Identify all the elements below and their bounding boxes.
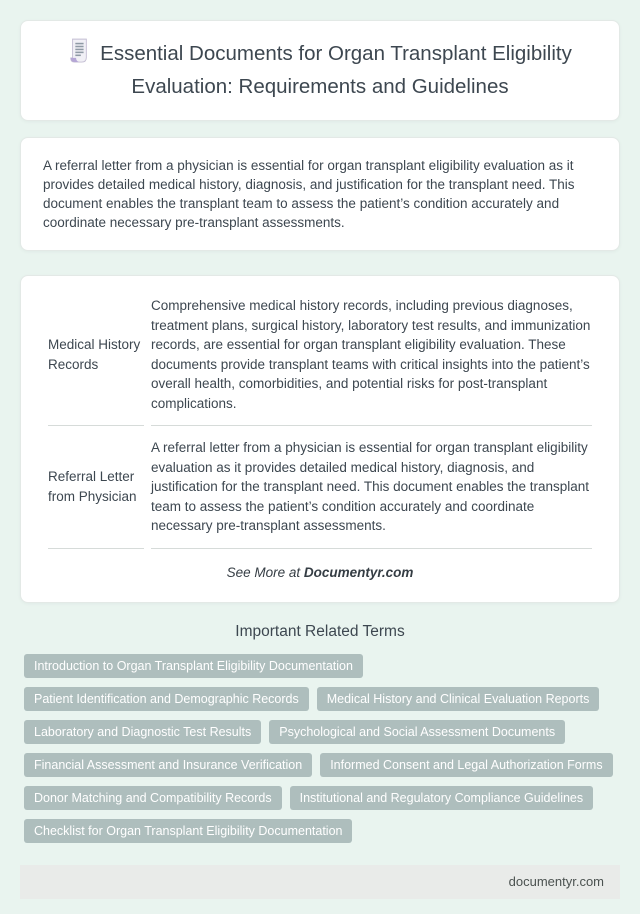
- see-more-note: [41, 565, 599, 580]
- intro-card: [20, 137, 620, 251]
- footer-site-text: documentyr.com: [508, 874, 604, 889]
- see-more-text: See More at: [226, 564, 304, 580]
- related-term-tag[interactable]: Psychological and Social Assessment Documents: [269, 720, 565, 744]
- related-term-tag[interactable]: Donor Matching and Compatibility Records: [24, 786, 282, 810]
- related-term-tag[interactable]: Financial Assessment and Insurance Verification: [24, 753, 312, 777]
- intro-text: A referral letter from a physician is essential for organ transplant eligibility evaluation as it provides detailed medical history, diagnosis, and justification for the transplant need. This document enables the transplant team to assess the patient’s condition accurately and coordinate necessary pre-transplant assessments.: [43, 158, 575, 230]
- document-term: Medical History Records: [48, 284, 144, 426]
- table-row: [48, 284, 592, 426]
- related-term-tag[interactable]: Patient Identification and Demographic Records: [24, 687, 309, 711]
- related-term-tag[interactable]: Introduction to Organ Transplant Eligibility Documentation: [24, 654, 363, 678]
- receipt-icon: [68, 38, 90, 73]
- documents-table: [41, 284, 599, 549]
- document-description: Comprehensive medical history records, including previous diagnoses, treatment plans, surgical history, laboratory test results, and immunization records, are essential for organ transplant eligibility evaluation. These documents provide transplant teams with critical insights into the patient’s overall health, comorbidities, and potential risks for post-transplant complications.: [151, 284, 592, 426]
- table-row: [48, 426, 592, 549]
- document-term: Referral Letter from Physician: [48, 426, 144, 549]
- tag-row: [24, 819, 616, 843]
- tag-row: [24, 786, 616, 810]
- related-term-tag[interactable]: Checklist for Organ Transplant Eligibility Documentation: [24, 819, 352, 843]
- document-description: A referral letter from a physician is essential for organ transplant eligibility evaluation as it provides detailed medical history, diagnosis, and justification for the transplant need. This document enables the transplant team to assess the patient’s condition accurately and coordinate necessary pre-transplant assessments.: [151, 426, 592, 549]
- brand-name: Documentyr.com: [303, 564, 414, 580]
- related-term-tag[interactable]: Medical History and Clinical Evaluation Reports: [317, 687, 600, 711]
- related-terms-list: [24, 654, 616, 843]
- related-terms-heading: Important Related Terms: [235, 622, 405, 640]
- tag-row: [24, 687, 616, 711]
- tag-row: [24, 753, 616, 777]
- tag-row: [24, 654, 616, 678]
- related-term-tag[interactable]: Informed Consent and Legal Authorization Forms: [320, 753, 612, 777]
- page-header: [20, 20, 620, 121]
- related-term-tag[interactable]: Laboratory and Diagnostic Test Results: [24, 720, 261, 744]
- tag-row: [24, 720, 616, 744]
- footer-bar: [20, 865, 620, 899]
- documents-card: [20, 275, 620, 603]
- related-term-tag[interactable]: Institutional and Regulatory Compliance Guidelines: [290, 786, 594, 810]
- page-title: Essential Documents for Organ Transplant Eligibility Evaluation: Requirements and Guidelines: [100, 42, 572, 98]
